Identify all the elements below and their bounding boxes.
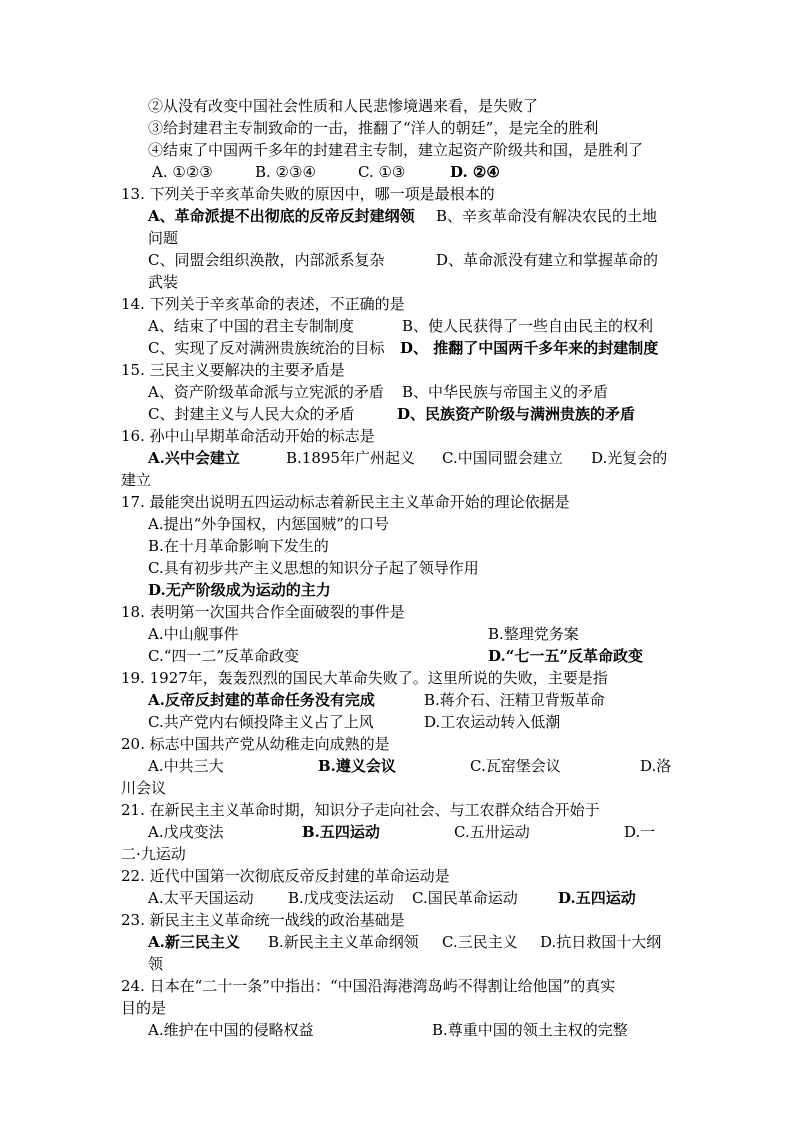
q20-option-a: A.中共三大 (148, 757, 224, 775)
q20-option-d-wrap: 川会议 (121, 779, 167, 797)
q18-row-ab (148, 624, 678, 644)
q13-row-ab (148, 206, 678, 226)
q23-option-d-wrap: 领 (148, 955, 164, 973)
q14-option-a: A、结束了中国的君主专制制度 (148, 317, 354, 335)
q22-option-d: D.五四运动 (558, 889, 636, 907)
q18-option-c: C.“四一二”反革命政变 (148, 647, 300, 665)
q12-answer-b: B. ②③④ (255, 163, 316, 181)
q15-stem: 15. 三民主义要解决的主要矛盾是 (121, 361, 345, 379)
q15-row-ab (148, 382, 678, 402)
q14-option-d: D、 推翻了中国两千多年来的封建制度 (400, 339, 659, 357)
q17-stem: 17. 最能突出说明五四运动标志着新民主主义革命开始的理论依据是 (121, 493, 570, 511)
q18-option-d: D.“七一五”反革命政变 (488, 647, 643, 665)
q22-row (148, 888, 678, 908)
q24-row-ab (148, 1020, 678, 1040)
q19-option-b: B.蒋介石、汪精卫背叛革命 (424, 691, 605, 709)
q17-option-c: C.具有初步共产主义思想的知识分子起了领导作用 (148, 559, 479, 577)
q23-stem: 23. 新民主主义革命统一战线的政治基础是 (121, 911, 405, 929)
q20-option-c: C.瓦窑堡会议 (470, 757, 561, 775)
q17-option-a: A.提出“外争国权，内惩国贼”的口号 (148, 515, 389, 533)
q21-row (148, 822, 678, 842)
q12-answers (148, 162, 688, 182)
q24-option-b: B.尊重中国的领土主权的完整 (432, 1021, 628, 1039)
q22-option-c: C.国民革命运动 (412, 889, 518, 907)
q15-row-cd (148, 404, 678, 424)
q13-option-d-wrap: 武装 (148, 273, 179, 291)
q16-option-c: C.中国同盟会建立 (442, 449, 563, 467)
q13-option-d: D、革命派没有建立和掌握革命的 (436, 251, 659, 269)
q15-option-b: B、中华民族与帝国主义的矛盾 (402, 383, 609, 401)
q23-option-b: B.新民主主义革命纲领 (268, 933, 419, 951)
q18-stem: 18. 表明第一次国共合作全面破裂的事件是 (121, 603, 405, 621)
q19-row-ab (148, 690, 678, 710)
q22-option-b: B.戊戌变法运动 (288, 889, 394, 907)
q14-row-ab (148, 316, 678, 336)
q16-option-d-wrap: 建立 (121, 471, 152, 489)
q19-option-d: D.工农运动转入低潮 (424, 713, 561, 731)
q23-option-a: A.新三民主义 (148, 933, 240, 951)
q12-option-2: ②从没有改变中国社会性质和人民悲惨境遇来看，是失败了 (148, 97, 539, 115)
q22-option-a: A.太平天国运动 (148, 889, 254, 907)
q15-option-a: A、资产阶级革命派与立宪派的矛盾 (148, 383, 384, 401)
q12-answer-c: C. ①③ (358, 163, 406, 181)
q19-stem: 19. 1927年，轰轰烈烈的国民大革命失败了。这里所说的失败，主要是指 (121, 669, 608, 687)
q23-option-c: C.三民主义 (442, 933, 518, 951)
q22-stem: 22. 近代中国第一次彻底反帝反封建的革命运动是 (121, 867, 450, 885)
q21-option-a: A.戊戌变法 (148, 823, 224, 841)
q12-option-4: ④结束了中国两千多年的封建君主专制，建立起资产阶级共和国，是胜利了 (148, 141, 644, 159)
q13-option-a: A、革命派提不出彻底的反帝反封建纲领 (148, 207, 415, 225)
q17-option-b: B.在十月革命影响下发生的 (148, 537, 329, 555)
q24-option-a: A.维护在中国的侵略权益 (148, 1021, 314, 1039)
q24-stem: 24. 日本在“二十一条”中指出：“中国沿海港湾岛屿不得割让给他国”的真实 (121, 977, 616, 995)
q21-option-d-wrap: 二·九运动 (121, 845, 186, 863)
q16-option-d: D.光复会的 (591, 449, 668, 467)
q14-row-cd (148, 338, 678, 358)
q12-option-3: ③给封建君主专制致命的一击，推翻了“洋人的朝廷”，是完全的胜利 (148, 119, 599, 137)
q16-option-a: A.兴中会建立 (148, 449, 240, 467)
q15-option-d: D、民族资产阶级与满洲贵族的矛盾 (397, 405, 636, 423)
q20-row (148, 756, 678, 776)
q18-option-a: A.中山舰事件 (148, 625, 239, 643)
q14-option-b: B、使人民获得了一些自由民主的权利 (402, 317, 654, 335)
q15-option-c: C、封建主义与人民大众的矛盾 (148, 405, 355, 423)
q21-option-c: C.五卅运动 (454, 823, 530, 841)
q13-option-b-wrap: 问题 (148, 229, 179, 247)
q21-option-d: D.一 (624, 823, 656, 841)
q16-row (148, 448, 678, 468)
q16-stem: 16. 孙中山早期革命活动开始的标志是 (121, 427, 375, 445)
q20-stem: 20. 标志中国共产党从幼稚走向成熟的是 (121, 735, 390, 753)
q14-option-c: C、实现了反对满洲贵族统治的目标 (148, 339, 385, 357)
q16-option-b: B.1895年广州起义 (286, 449, 415, 467)
q21-stem: 21. 在新民主主义革命时期，知识分子走向社会、与工农群众结合开始于 (121, 801, 600, 819)
q17-option-d: D.无产阶级成为运动的主力 (148, 581, 331, 599)
q20-option-b: B.遵义会议 (318, 757, 396, 775)
q12-answer-d: D. ②④ (450, 163, 500, 181)
q13-option-b: B、辛亥革命没有解决农民的土地 (436, 207, 658, 225)
q23-row (148, 932, 678, 952)
q18-option-b: B.整理党务案 (488, 625, 579, 643)
q12-answer-a: A. ①②③ (152, 163, 213, 181)
q18-row-cd (148, 646, 678, 666)
q21-option-b: B.五四运动 (302, 823, 380, 841)
q13-stem: 13. 下列关于辛亥革命失败的原因中，哪一项是最根本的 (121, 185, 495, 203)
q19-option-c: C.共产党内右倾投降主义占了上风 (148, 713, 374, 731)
q23-option-d: D.抗日救国十大纲 (540, 933, 662, 951)
q13-row-cd (148, 250, 678, 270)
q19-row-cd (148, 712, 678, 732)
q14-stem: 14. 下列关于辛亥革命的表述，不正确的是 (121, 295, 405, 313)
q13-option-c: C、同盟会组织涣散，内部派系复杂 (148, 251, 385, 269)
q24-stem-wrap: 目的是 (121, 999, 167, 1017)
q19-option-a: A.反帝反封建的革命任务没有完成 (148, 691, 375, 709)
q20-option-d: D.洛 (640, 757, 672, 775)
